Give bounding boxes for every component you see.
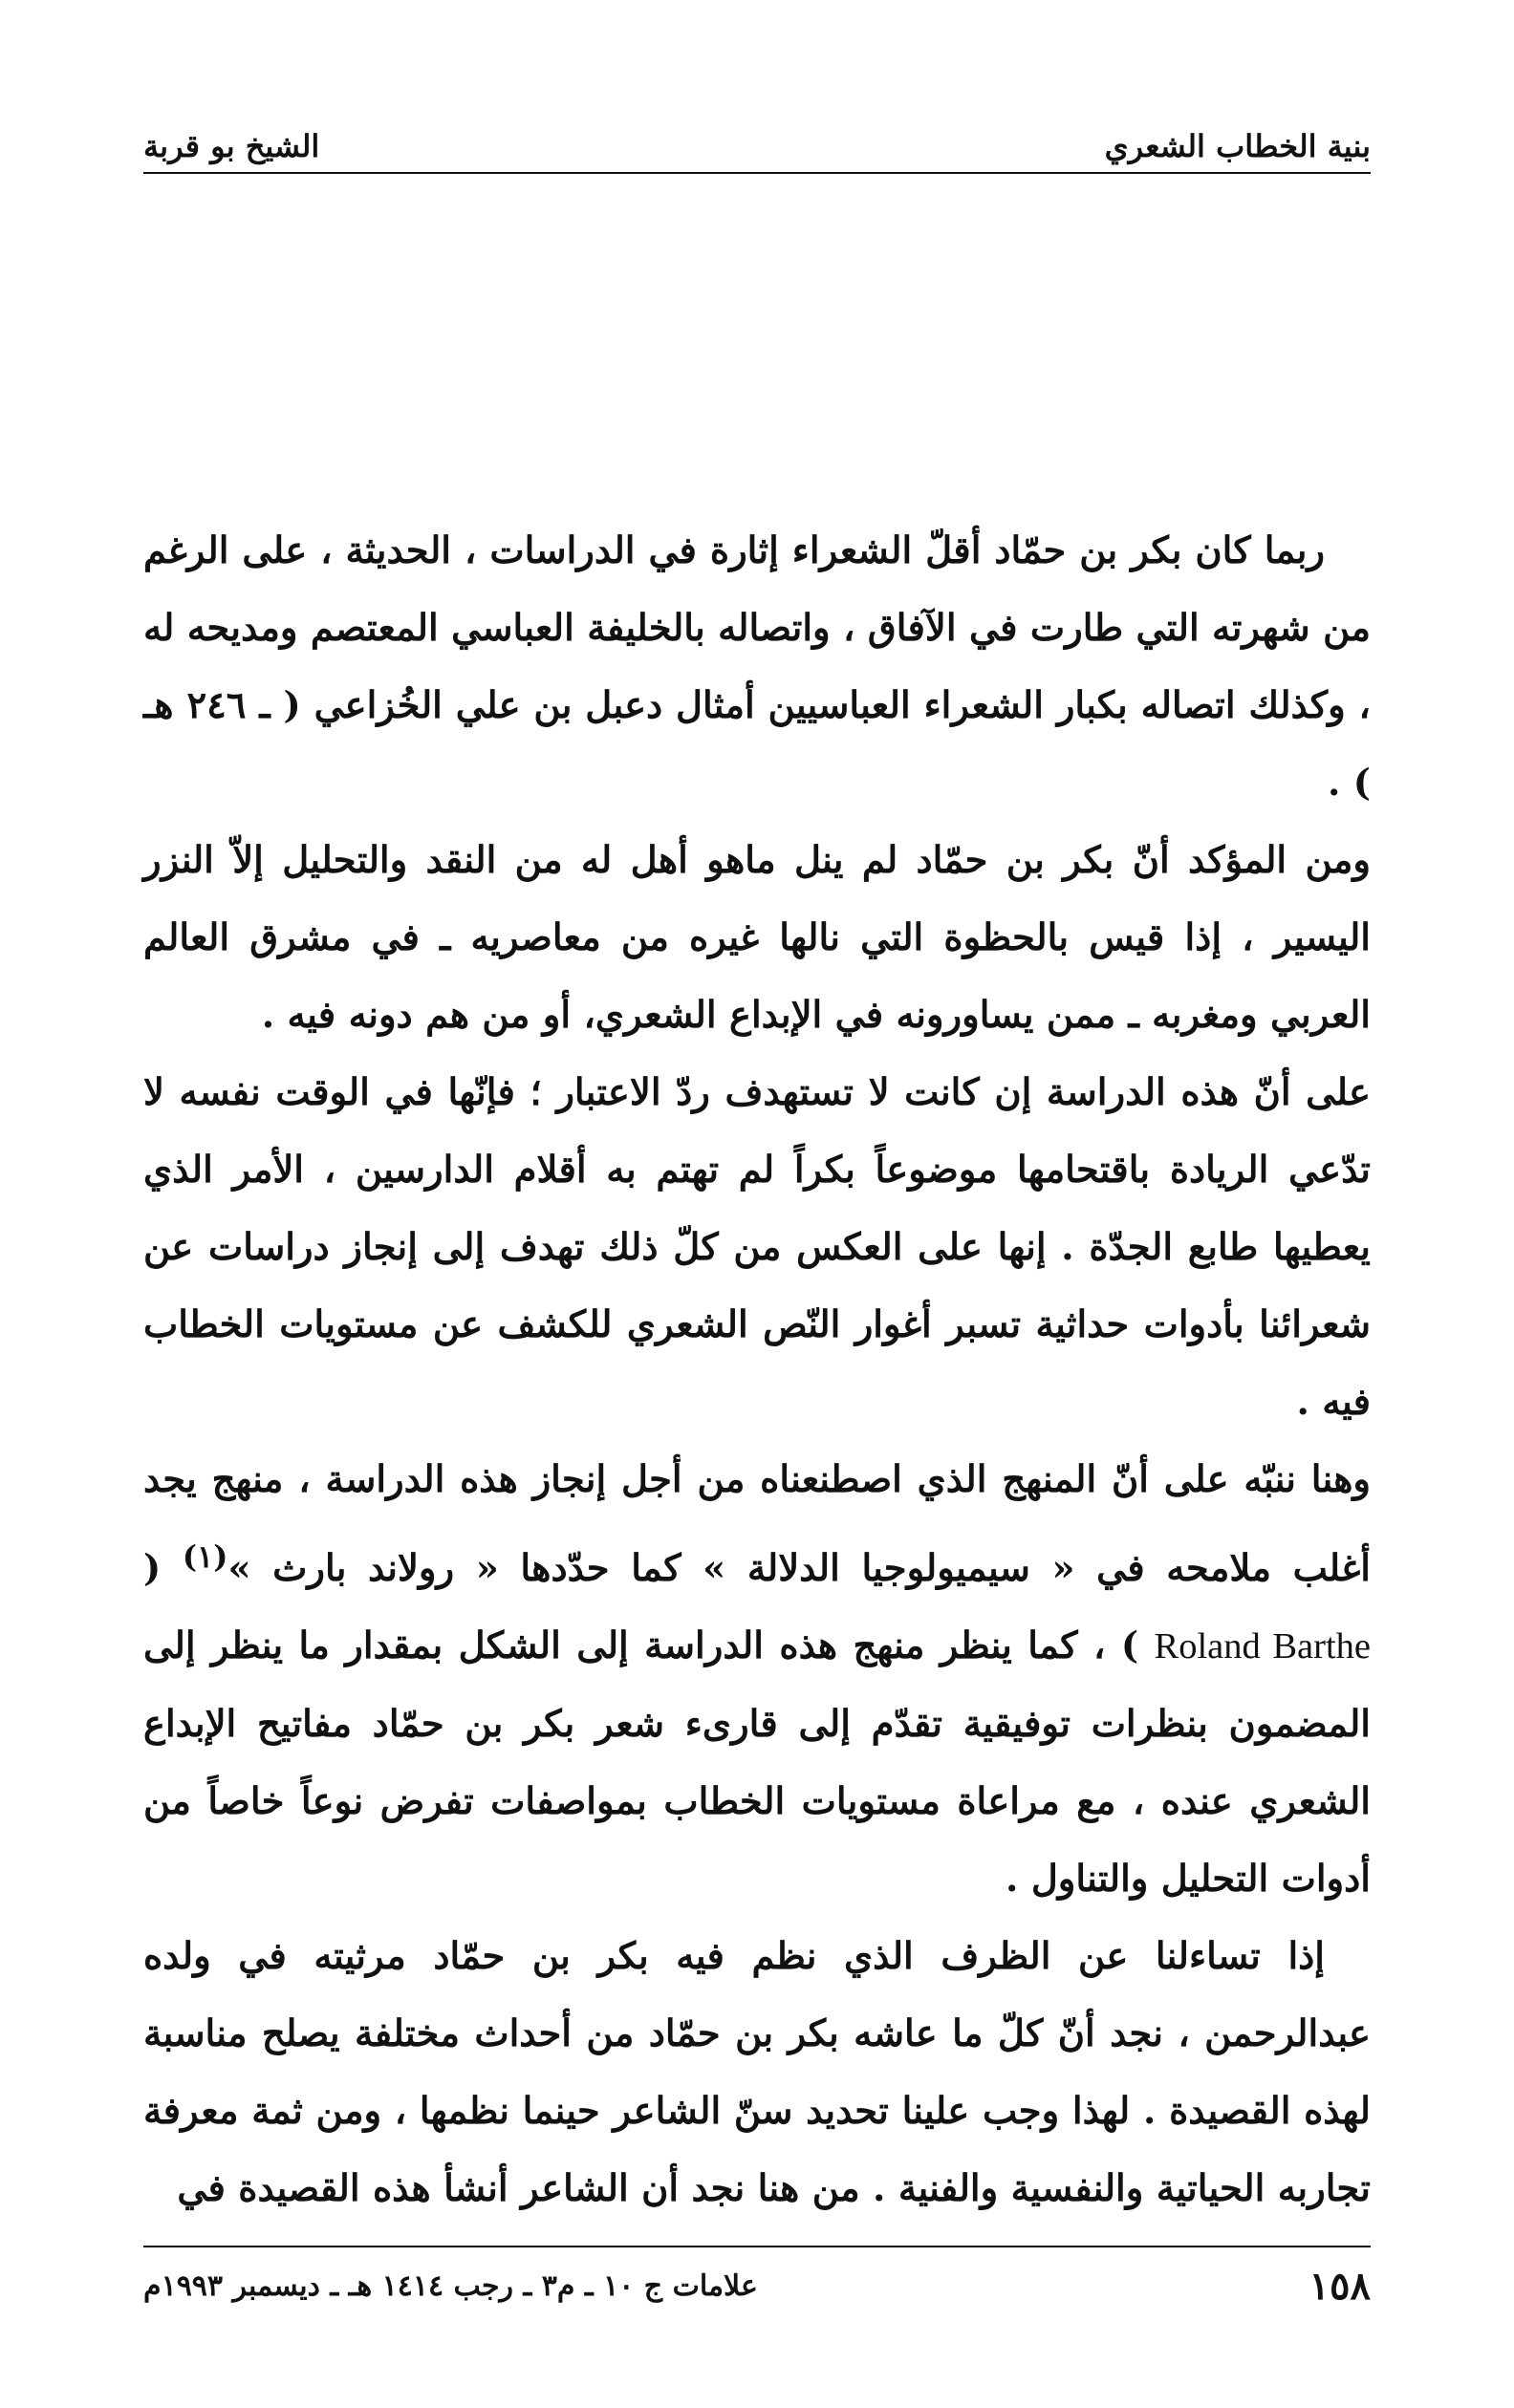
paragraph-1: ربما كان بكر بن حمّاد أقلّ الشعراء إثارة في الدراسات ، الحديثة ، على الرغم من شهرته التي طارت في الآفاق ، واتصاله بالخليفة العباسي المعتصم ومديحه له ، وكذلك اتصاله بكبار الشعراء العباسيين أمثال دعبل بن علي الخُزاعي ( ـ ٢٤٦ هـ ) . [143, 529, 1371, 805]
paragraph-5: إذا تساءلنا عن الظرف الذي نظم فيه بكر بن حمّاد مرثيته في ولده عبدالرحمن ، نجد أنّ كلّ ما عاشه بكر بن حمّاد من أحداث مختلفة يصلح مناسبة لهذه القصيدة . لهذا وجب علينا تحديد سنّ الشاعر حينما نظمها ، ومن ثمة معرفة تجاربه الحياتية والنفسية والفنية . من هنا نجد أن الشاعر أنشأ هذه القصيدة في [143, 1934, 1371, 2210]
latin-paren-close: ) [1105, 1623, 1155, 1667]
paragraph-4-start: وهنا ننبّه على أنّ المنهج الذي اصطنعناه من أجل إنجاز هذه الدراسة ، منهج يجد أغلب ملامحه في « سيميولوجيا الدلالة » كما حدّدها « رولاند بارث » [143, 1458, 1371, 1590]
paragraph-3: على أنّ هذه الدراسة إن كانت لا تستهدف ردّ الاعتبار ؛ فإنّها في الوقت نفسه لا تدّعي الريادة باقتحامها موضوعاً بكراً لم تهتم به أقلام الدارسين ، الأمر الذي يعطيها طابع الجدّة . إنها على العكس من كلّ ذلك تهدف إلى إنجاز دراسات عن شعرائنا بأدوات حداثية تسبر أغوار النّص الشعري للكشف عن مستويات الخطاب فيه . [143, 1071, 1371, 1424]
page-footer [143, 2257, 1371, 2314]
latin-name: Roland Barthe [1154, 1625, 1371, 1666]
paragraph-2: ومن المؤكد أنّ بكر بن حمّاد لم ينل ماهو أهل له من النقد والتحليل إلاّ النزر اليسير ، إذا قيس بالحظوة التي نالها غيره من معاصريه ـ في مشرق العالم العربي ومغربه ـ ممن يساورونه في الإبداع الشعري، أو من هم دونه فيه . [143, 839, 1371, 1037]
paragraph-4 [143, 1441, 1371, 1918]
journal-citation: علامات ج ١٠ ـ م٣ ـ رجب ١٤١٤ هـ ـ ديسمبر ١٩٩٣م [143, 2268, 758, 2303]
body-text [143, 512, 1371, 2227]
page-number: ١٥٨ [1309, 2263, 1371, 2309]
author-name: الشيخ بو قربة [143, 128, 320, 164]
footnote-ref: (١) [182, 1538, 228, 1575]
header-divider [143, 172, 1371, 174]
running-header [143, 107, 1371, 164]
footer-divider [143, 2246, 1371, 2247]
latin-paren-open: ( [143, 1546, 183, 1590]
paragraph-4-end: ، كما ينظر منهج هذه الدراسة إلى الشكل بمقدار ما ينظر إلى المضمون بنظرات توفيقية تقدّم إلى قارىء شعر بكر بن حمّاد مفاتيح الإبداع الشعري عنده ، مع مراعاة مستويات الخطاب بمواصفات تفرض نوعاً خاصاً من أدوات التحليل والتناول . [143, 1623, 1371, 1901]
book-title: بنية الخطاب الشعري [1104, 128, 1371, 164]
